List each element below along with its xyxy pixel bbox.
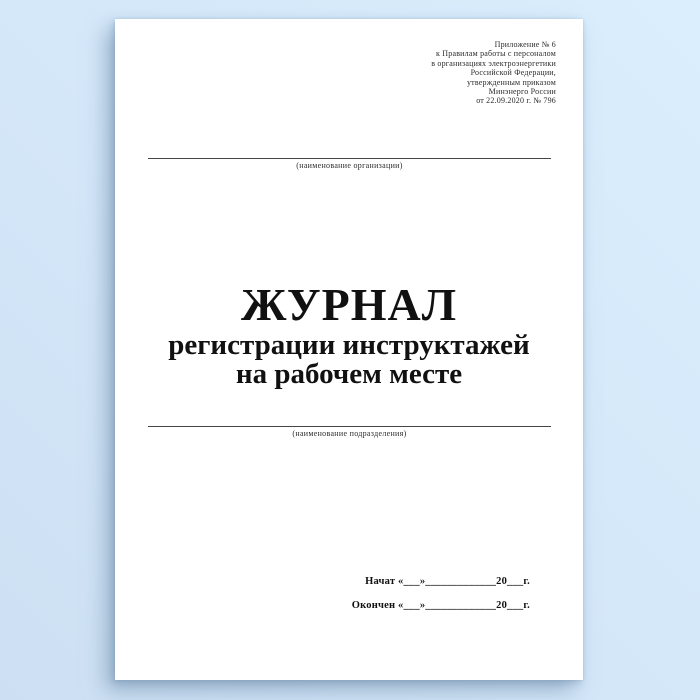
- subdivision-name-blank-line: [148, 426, 551, 427]
- journal-subtitle-line: регистрации инструктажей: [168, 329, 530, 361]
- regulation-reference-line: утвержденным приказом: [466, 77, 556, 87]
- finished-date-line: Окончен «___»_____________20___г.: [351, 600, 530, 611]
- journal-subtitle: [115, 331, 583, 389]
- dates-block: [352, 570, 530, 618]
- regulation-reference-block: [431, 40, 556, 106]
- regulation-reference-line: Российской Федерации,: [470, 68, 556, 78]
- regulation-reference-line: Минэнерго России: [488, 87, 556, 97]
- started-date-line: Начат «___»_____________20___г.: [365, 576, 530, 587]
- journal-subtitle-line: на рабочем месте: [235, 358, 463, 390]
- regulation-reference-line: Приложение № 6: [494, 40, 556, 49]
- regulation-reference-line: от 22.09.2020 г. № 796: [476, 96, 556, 106]
- journal-title: ЖУРНАЛ: [241, 279, 457, 330]
- journal-cover-page: [115, 19, 583, 680]
- organization-caption: (наименование организации): [296, 161, 403, 170]
- subdivision-caption: (наименование подразделения): [292, 429, 407, 438]
- regulation-reference-line: к Правилам работы с персоналом: [435, 49, 556, 59]
- organization-name-blank-line: [148, 158, 551, 159]
- regulation-reference-line: в организациях электроэнергетики: [431, 58, 556, 68]
